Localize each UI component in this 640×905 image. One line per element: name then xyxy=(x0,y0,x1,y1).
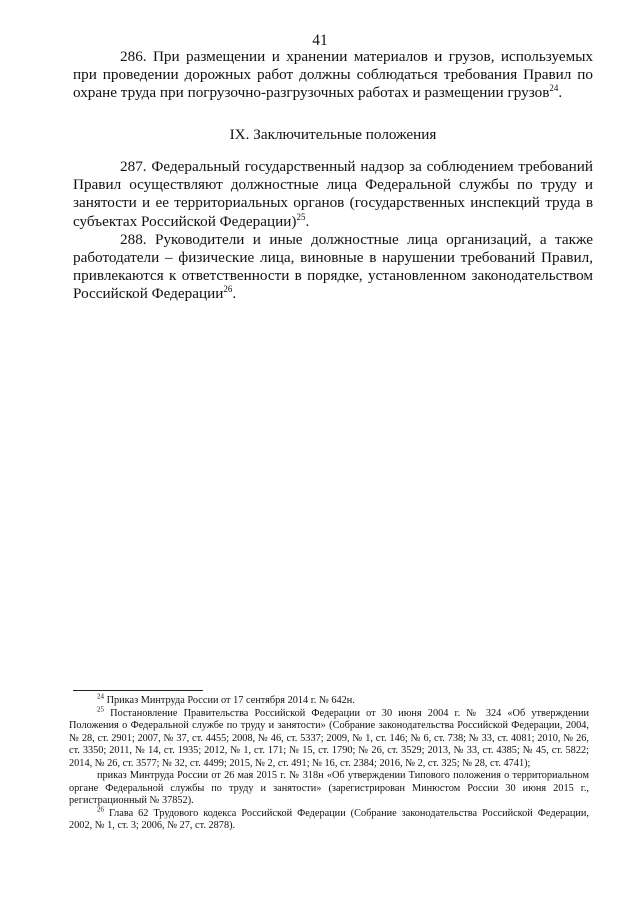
footnote-text: Глава 62 Трудового кодекса Российской Федерации (Собрание законодательства Российской Федерации, 2002, № 1, ст. 3; 2006, № 27, ст. 2878). xyxy=(69,807,589,831)
footnote-number: 26 xyxy=(97,805,104,814)
paragraph-end: . xyxy=(305,212,310,230)
footnote-25-continuation xyxy=(69,770,589,808)
footnote-ref-25[interactable]: 25 xyxy=(296,211,306,222)
footnote-25 xyxy=(69,705,589,771)
paragraph-286-block xyxy=(73,48,593,103)
footnote-text: приказ Минтруда России от 26 мая 2015 г. № 318н «Об утверждении Типового положения о территориальном органе Федеральной службы по труду и занятости» (зарегистрирован Минюстом России 30 июня 2015 г., регистрационный № 37852). xyxy=(69,770,589,806)
footnotes xyxy=(69,692,589,833)
paragraph-end: . xyxy=(558,84,563,102)
paragraph-text: 288. Руководители и иные должностные лица организаций, а также работодатели – физические лица, виновные в нарушении требований Правил, привлекаются к ответственности в порядке, установленном законодательством Российской Федерации xyxy=(73,230,593,303)
footnote-separator xyxy=(73,690,203,691)
footnote-number: 24 xyxy=(97,692,104,701)
footnote-number: 25 xyxy=(97,705,104,714)
footnote-text: Приказ Минтруда России от 17 сентября 2014 г. № 642н. xyxy=(104,695,355,706)
paragraph-286 xyxy=(73,48,593,103)
footnote-text: Постановление Правительства Российской Федерации от 30 июня 2004 г. № 324 «Об утверждении Положения о Федеральной службе по труду и занятости» (Собрание законодательства Российской Федерации, 2004, № 28, ст. 2901; 2007, № 37, ст. 4455; 2008, № 46, ст. 5337; 2009, № 1, ст. 146; № 6, ст. 738; № 33, ст. 4081; 2010, № 26, ст. 3350; 2011, № 14, ст. 1935; 2012, № 1, ст. 171; № 15, ст. 1790; № 26, ст. 3529; 2013, № 33, ст. 4385; № 45, ст. 5822; 2014, № 26, ст. 3577; № 32, ст. 4499; 2015, № 2, ст. 491; № 16, ст. 2384; 2016, № 2, ст. 325; № 28, ст. 4741); xyxy=(69,707,589,769)
footnote-ref-24[interactable]: 24 xyxy=(549,83,559,94)
paragraph-288 xyxy=(73,231,593,304)
page-number: 41 xyxy=(312,32,328,49)
footnote-ref-26[interactable]: 26 xyxy=(223,284,233,295)
footnote-26 xyxy=(69,805,589,833)
footnote-24 xyxy=(69,692,589,708)
paragraph-text: 287. Федеральный государственный надзор за соблюдением требований Правил осуществляют должностные лица Федеральной службы по труду и занятости и ее территориальных органов (государственных инспекций труда в субъектах Российской Федерации) xyxy=(73,158,593,230)
section-heading: IX. Заключительные положения xyxy=(229,126,437,143)
paragraph-287 xyxy=(73,158,593,231)
paragraph-text: 286. При размещении и хранении материалов и грузов, используемых при проведении дорожных работ должны соблюдаться требования Правил по охране труда при погрузочно-разгрузочных работах и размещении грузов xyxy=(73,48,593,102)
paragraph-end: . xyxy=(232,285,237,303)
final-provisions-block xyxy=(73,158,593,304)
